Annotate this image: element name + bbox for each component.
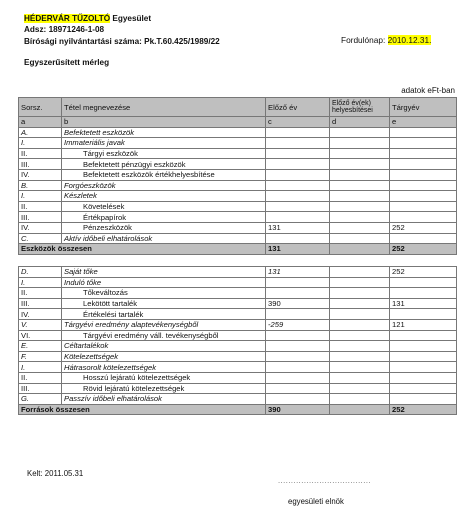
table-row [19, 169, 457, 180]
row-label: Értékpapírok [62, 212, 266, 223]
row-label: Követelések [62, 201, 266, 212]
row-previous-year [266, 201, 330, 212]
row-corrections [330, 362, 390, 373]
row-label: Tárgyévi eredmény alaptevékenységből [62, 319, 266, 330]
row-current-year [390, 191, 457, 202]
row-previous-year [266, 330, 330, 341]
row-number: IV. [19, 309, 62, 320]
signature-line: .................................... [278, 476, 372, 485]
row-current-year [390, 277, 457, 288]
org-suffix: Egyesület [112, 14, 152, 23]
row-label: Tőkeváltozás [62, 288, 266, 299]
row-number: VI. [19, 330, 62, 341]
row-corrections [330, 201, 390, 212]
row-corrections [330, 267, 390, 278]
round-date-value: 2010.12.31. [387, 35, 432, 45]
row-number: II. [19, 372, 62, 383]
row-current-year [390, 309, 457, 320]
table-row [19, 372, 457, 383]
row-current-year [390, 180, 457, 191]
row-corrections [330, 298, 390, 309]
round-date-label: Fordulónap: [341, 35, 386, 45]
court-registration: Bírósági nyilvántartási száma: Pk.T.60.425/1989/22 [24, 36, 220, 46]
row-label: Kötelezettségek [62, 351, 266, 362]
row-corrections [330, 383, 390, 394]
table-row [19, 222, 457, 233]
row-corrections [330, 138, 390, 149]
row-previous-year [266, 309, 330, 320]
row-corrections [330, 309, 390, 320]
row-previous-year [266, 233, 330, 244]
row-previous-year [266, 212, 330, 223]
row-previous-year [266, 362, 330, 373]
row-previous-year [266, 341, 330, 352]
row-corrections [330, 233, 390, 244]
row-number: II. [19, 148, 62, 159]
row-corrections [330, 148, 390, 159]
table-row [19, 267, 457, 278]
table-row [19, 201, 457, 212]
table-row [19, 330, 457, 341]
row-label: Tárgyi eszközök [62, 148, 266, 159]
row-number: A. [19, 127, 62, 138]
row-previous-year [266, 277, 330, 288]
row-number: II. [19, 201, 62, 212]
row-label: Passzív időbeli elhatárolások [62, 394, 266, 405]
row-number: IV. [19, 222, 62, 233]
row-corrections [330, 351, 390, 362]
total-label: Eszközök összesen [19, 244, 266, 255]
table-row [19, 341, 457, 352]
row-previous-year [266, 288, 330, 299]
row-current-year [390, 159, 457, 170]
row-number: C. [19, 233, 62, 244]
table-row [19, 191, 457, 202]
document-subtitle: Egyszerűsített mérleg [24, 58, 110, 67]
row-number: F. [19, 351, 62, 362]
row-previous-year [266, 159, 330, 170]
row-current-year [390, 394, 457, 405]
unit-note: adatok eFt-ban [401, 86, 455, 95]
row-number: III. [19, 212, 62, 223]
col-header-corrections: Előző év(ek) helyesbítései [330, 98, 390, 117]
row-previous-year: -259 [266, 319, 330, 330]
row-label: Befektetett eszközök értékhelyesbítése [62, 169, 266, 180]
row-current-year [390, 233, 457, 244]
table-row [19, 277, 457, 288]
row-number: I. [19, 138, 62, 149]
row-corrections [330, 277, 390, 288]
row-number: IV. [19, 169, 62, 180]
row-previous-year: 390 [266, 298, 330, 309]
table-row [19, 319, 457, 330]
row-previous-year [266, 169, 330, 180]
row-corrections [330, 319, 390, 330]
row-number: V. [19, 319, 62, 330]
row-previous-year [266, 138, 330, 149]
total-current-year: 252 [390, 404, 457, 415]
row-label: Értékelési tartalék [62, 309, 266, 320]
row-current-year [390, 351, 457, 362]
row-label: Tárgyévi eredmény váll. tevékenységből [62, 330, 266, 341]
row-label: Hosszú lejáratú kötelezettségek [62, 372, 266, 383]
row-previous-year: 131 [266, 267, 330, 278]
row-number: III. [19, 298, 62, 309]
row-current-year [390, 201, 457, 212]
row-label: Lekötött tartalék [62, 298, 266, 309]
org-name: HÉDERVÁR TŰZOLTÓ [24, 14, 111, 23]
row-current-year: 131 [390, 298, 457, 309]
row-current-year [390, 127, 457, 138]
row-current-year [390, 148, 457, 159]
round-date [341, 35, 431, 45]
row-label: Saját tőke [62, 267, 266, 278]
liabilities-table [18, 266, 457, 415]
col-letter: b [62, 117, 266, 128]
col-header-previous: Előző év [266, 98, 330, 117]
total-row [19, 244, 457, 255]
total-previous-year: 131 [266, 244, 330, 255]
table-row [19, 288, 457, 299]
table-row [19, 127, 457, 138]
table-row [19, 362, 457, 373]
row-corrections [330, 159, 390, 170]
row-label: Készletek [62, 191, 266, 202]
col-header-current: Tárgyév [390, 98, 457, 117]
row-corrections [330, 394, 390, 405]
row-number: II. [19, 288, 62, 299]
row-current-year [390, 383, 457, 394]
row-number: B. [19, 180, 62, 191]
table-row [19, 212, 457, 223]
document-header [24, 13, 220, 47]
table-row [19, 233, 457, 244]
table-row [19, 309, 457, 320]
row-corrections [330, 222, 390, 233]
row-previous-year [266, 394, 330, 405]
col-letter: c [266, 117, 330, 128]
total-label: Források összesen [19, 404, 266, 415]
row-previous-year [266, 180, 330, 191]
row-current-year: 121 [390, 319, 457, 330]
row-corrections [330, 191, 390, 202]
tax-number: Adsz: 18971246-1-08 [24, 25, 105, 35]
row-previous-year [266, 148, 330, 159]
row-current-year [390, 212, 457, 223]
row-previous-year [266, 372, 330, 383]
row-number: G. [19, 394, 62, 405]
row-label: Befektetett eszközök [62, 127, 266, 138]
row-label: Céltartalékok [62, 341, 266, 352]
row-previous-year [266, 351, 330, 362]
row-label: Immateriális javak [62, 138, 266, 149]
col-letter: a [19, 117, 62, 128]
row-corrections [330, 212, 390, 223]
row-number: D. [19, 267, 62, 278]
col-header-item: Tétel megnevezése [62, 98, 266, 117]
col-letter: d [330, 117, 390, 128]
col-letter: e [390, 117, 457, 128]
row-current-year [390, 169, 457, 180]
row-corrections [330, 372, 390, 383]
total-corrections [330, 244, 390, 255]
table-row [19, 180, 457, 191]
row-current-year: 252 [390, 222, 457, 233]
total-row [19, 404, 457, 415]
table-row [19, 138, 457, 149]
signature-title: egyesületi elnök [288, 497, 344, 506]
row-current-year [390, 288, 457, 299]
row-number: I. [19, 277, 62, 288]
row-number: I. [19, 191, 62, 202]
row-corrections [330, 127, 390, 138]
row-label: Aktív időbeli elhatárolások [62, 233, 266, 244]
col-header-number: Sorsz. [19, 98, 62, 117]
row-corrections [330, 169, 390, 180]
row-current-year [390, 341, 457, 352]
table-row [19, 394, 457, 405]
row-current-year [390, 330, 457, 341]
row-previous-year [266, 191, 330, 202]
total-previous-year: 390 [266, 404, 330, 415]
row-number: E. [19, 341, 62, 352]
row-previous-year: 131 [266, 222, 330, 233]
table-row [19, 298, 457, 309]
table-row [19, 148, 457, 159]
row-number: I. [19, 362, 62, 373]
row-label: Hátrasorolt kötelezettségek [62, 362, 266, 373]
row-current-year: 252 [390, 267, 457, 278]
assets-table [18, 97, 457, 255]
row-current-year [390, 138, 457, 149]
row-current-year [390, 372, 457, 383]
row-previous-year [266, 383, 330, 394]
table-row [19, 383, 457, 394]
row-label: Rövid lejáratú kötelezettségek [62, 383, 266, 394]
row-number: III. [19, 159, 62, 170]
total-corrections [330, 404, 390, 415]
row-label: Pénzeszközök [62, 222, 266, 233]
table-row [19, 159, 457, 170]
row-corrections [330, 180, 390, 191]
row-corrections [330, 288, 390, 299]
row-label: Induló tőke [62, 277, 266, 288]
issue-date: Kelt: 2011.05.31 [27, 469, 84, 478]
row-previous-year [266, 127, 330, 138]
row-label: Befektetett pénzügyi eszközök [62, 159, 266, 170]
row-label: Forgóeszközök [62, 180, 266, 191]
row-corrections [330, 341, 390, 352]
table-row [19, 351, 457, 362]
row-current-year [390, 362, 457, 373]
row-corrections [330, 330, 390, 341]
row-number: III. [19, 383, 62, 394]
total-current-year: 252 [390, 244, 457, 255]
